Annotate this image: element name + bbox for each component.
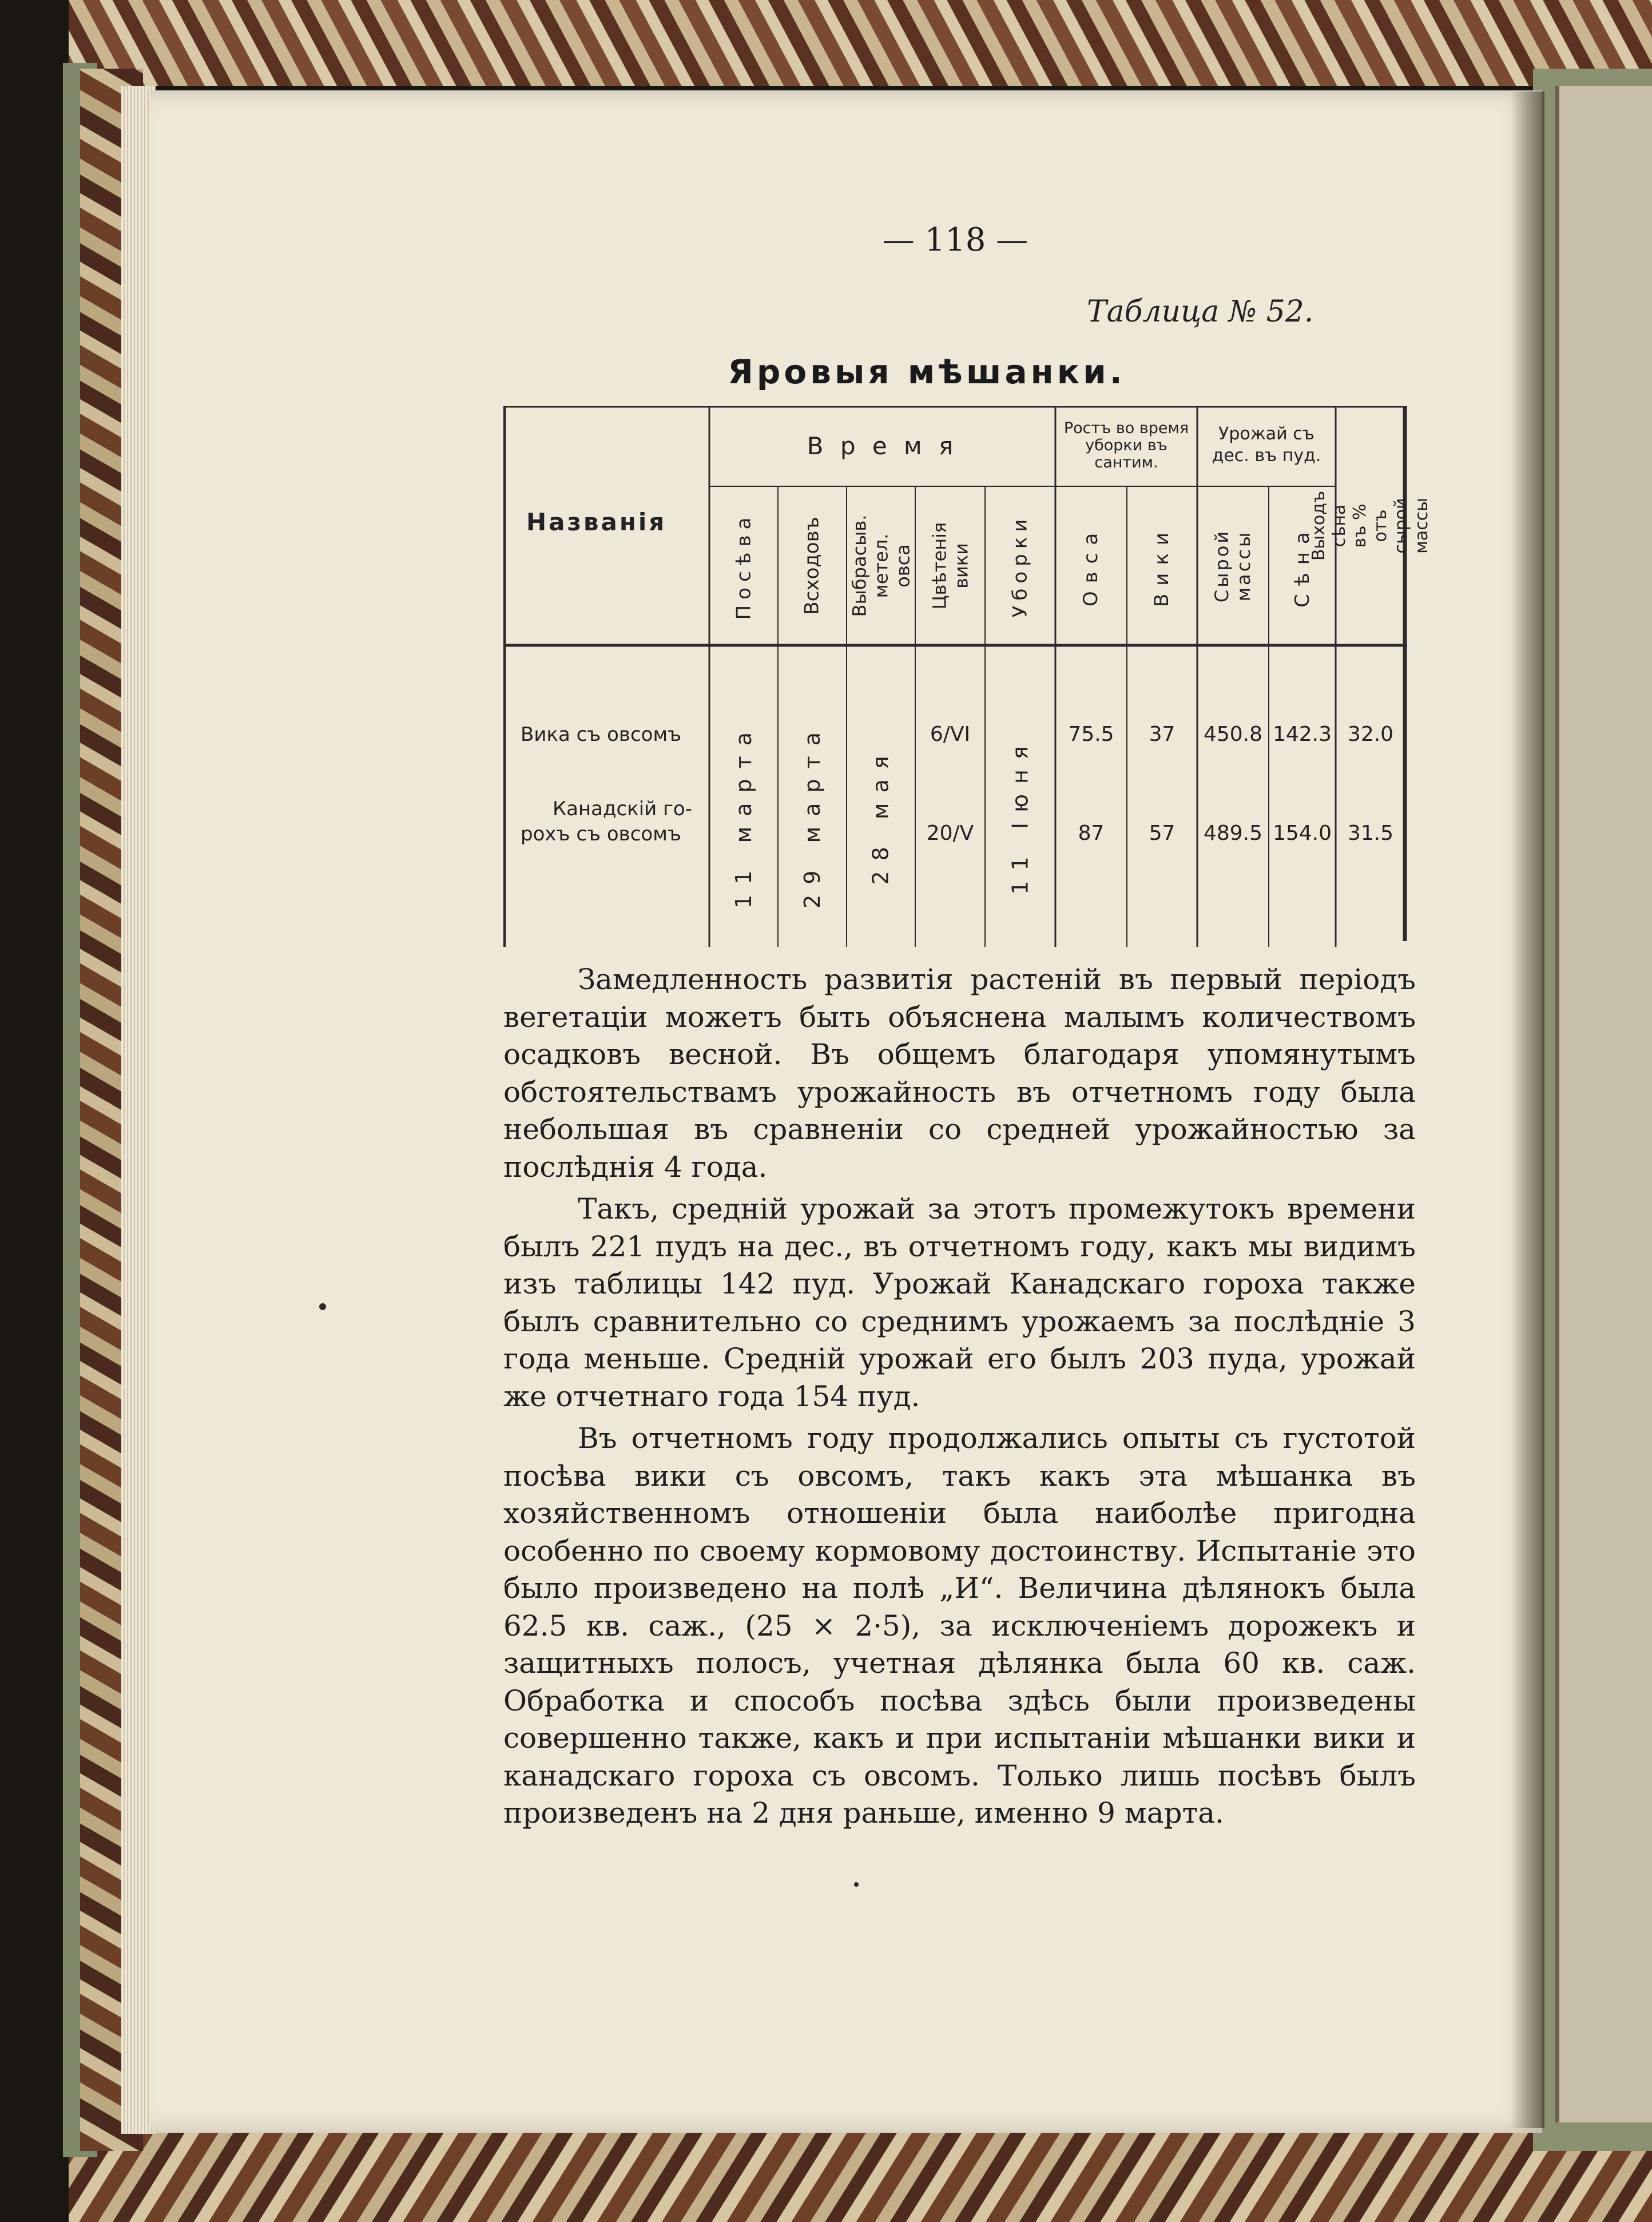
table-row-name: Вика съ овсомъ xyxy=(521,723,682,746)
col-sprouts-header: Всходовъ xyxy=(801,517,824,615)
table-row-name-line2: рохъ съ овсомъ xyxy=(521,823,681,846)
time-group-header: В р е м я xyxy=(807,432,958,460)
paragraph: Въ отчетномъ году продолжались опыты съ густотой посѣва вики съ овсомъ, такъ какъ эта мѣшанка въ хозяйственномъ отношеніи была наиболѣе пригодна особенно по своему кормовому достоинству. Испытаніе это было произведено на полѣ „И“. Величина дѣлянокъ была 62.5 кв. саж., (25 ⨯ 2·5), за исключеніемъ дорожекъ и защитныхъ полосъ, учетная дѣлянка была 60 кв. саж. Обработка и способъ посѣва здѣсь были произведены совершенно также, какъ и при испытаніи мѣшанки вики и канадскаго гороха съ овсомъ. Только лишь посѣвъ былъ произведенъ на 2 дня раньше, именно 9 марта. xyxy=(503,1422,1416,1830)
col-oats-header: Овса xyxy=(1079,525,1103,607)
table-cell-hay: 154.0 xyxy=(1272,822,1332,845)
data-table xyxy=(503,406,1432,947)
table-cell-oats: 75.5 xyxy=(1068,723,1114,746)
name-header: Названія xyxy=(526,508,667,536)
panicle-date: 28 мая xyxy=(868,745,893,885)
table-label: Таблица № 52. xyxy=(1087,295,1314,329)
harvest-date: 11 Іюня xyxy=(1007,736,1033,895)
table-cell-output: 31.5 xyxy=(1347,822,1394,845)
body-text xyxy=(503,961,1416,1830)
col-panicle-header: Выбрасыв. метел. овса xyxy=(848,514,914,617)
facing-page xyxy=(1555,86,1652,2122)
page-number: — 118 — xyxy=(882,221,1028,259)
col-flowering-header: Цвѣтенія вики xyxy=(928,522,972,610)
ink-speck xyxy=(854,1882,859,1887)
paragraph: Замедленность развитія растеній въ первый періодъ вегетаціи можетъ быть объяснена малымъ количествомъ осадковъ весной. Въ общемъ благодаря упомянутымъ обстоятельствамъ урожайность въ отчетномъ году была небольшая въ сравненіи со средней урожайностью за послѣднія 4 года. xyxy=(503,963,1416,1184)
table-cell-flowering: 20/V xyxy=(926,822,974,845)
col-sowing-header: Посѣва xyxy=(732,511,755,620)
col-output-header: Выходъ сѣна въ % отъ сырой массы xyxy=(1309,490,1432,561)
col-vetch-header: Вики xyxy=(1150,524,1174,608)
col-raw-mass-header: Сырой массы xyxy=(1211,529,1255,603)
col-harvest-header: Уборки xyxy=(1008,514,1032,618)
yield-group-header: Урожай съ дес. въ пуд. xyxy=(1212,424,1321,466)
sowing-date: 11 марта xyxy=(731,722,756,908)
page-gutter-shadow xyxy=(1510,92,1544,2128)
col-hay-header: Сѣна xyxy=(1290,524,1314,608)
ink-speck xyxy=(319,1303,326,1310)
paragraph: Такъ, средній урожай за этотъ промежутокъ времени былъ 221 пудъ на дес., въ отчетномъ году, какъ мы видимъ изъ таблицы 142 пуд. Урожай Канадскаго гороха также былъ сравнительно со среднимъ урожаемъ за послѣдніе 3 года меньше. Средній урожай его былъ 203 пуда, урожай же отчетнаго года 154 пуд. xyxy=(503,1192,1416,1413)
table-cell-raw-mass: 489.5 xyxy=(1203,822,1263,845)
table-title: Яровыя мѣшанки. xyxy=(728,352,1126,391)
table-row-name-line1: Канадскій го- xyxy=(552,797,692,820)
table-cell-hay: 142.3 xyxy=(1272,723,1332,746)
sprouts-date: 29 марта xyxy=(800,722,825,908)
table-cell-vetch: 57 xyxy=(1149,822,1176,845)
table-cell-flowering: 6/VI xyxy=(930,723,971,746)
table-cell-raw-mass: 450.8 xyxy=(1203,723,1263,746)
table-cell-vetch: 37 xyxy=(1149,723,1176,746)
table-cell-output: 32.0 xyxy=(1347,723,1394,746)
marbled-cover-top xyxy=(69,0,1652,86)
growth-group-header: Ростъ во время уборки въ сантим. xyxy=(1063,419,1189,471)
table-cell-oats: 87 xyxy=(1078,822,1105,845)
